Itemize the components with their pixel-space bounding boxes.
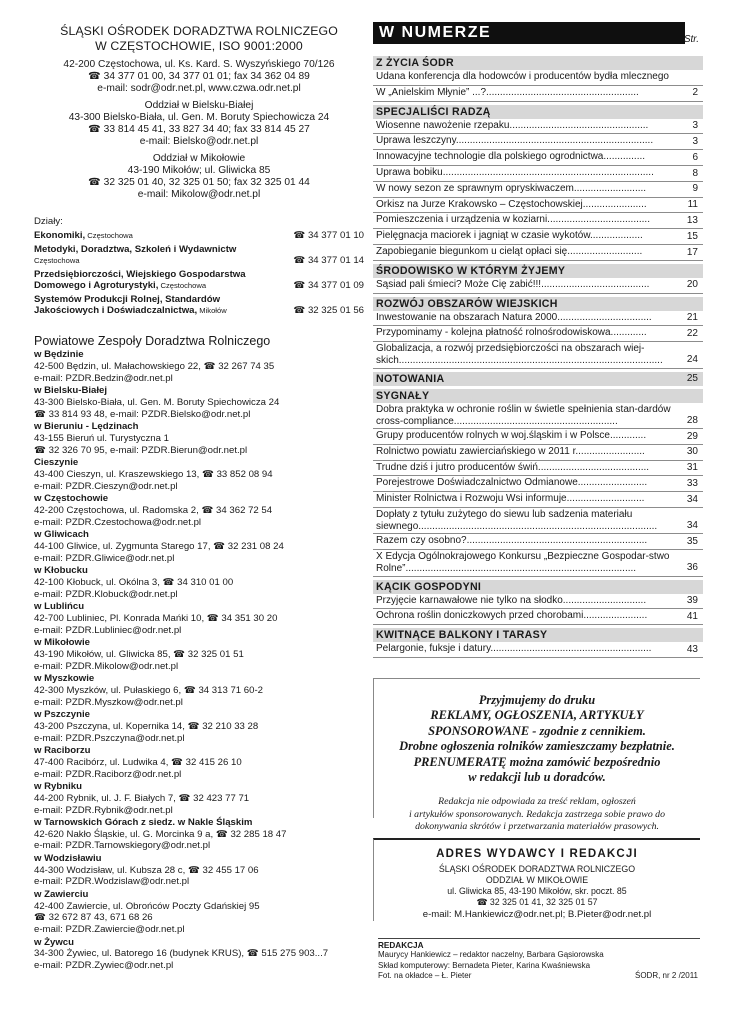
editorial-footer: [378, 971, 700, 982]
toc-entry-page: 8: [692, 167, 698, 179]
pzdr-line: 43-400 Cieszyn, ul. Kraszewskiego 13, ☎ 33 852 08 94: [34, 468, 273, 480]
pzdr-heading: Powiatowe Zespoły Doradztwa Rolniczego: [34, 333, 271, 348]
pzdr-item: [34, 565, 364, 600]
department-phone: ☎ 34 377 01 14: [293, 255, 364, 266]
toc-section: [373, 56, 703, 70]
toc-entry-page: 15: [686, 230, 698, 242]
toc-entry-page: 6: [692, 151, 698, 163]
pzdr-line: e-mail: PZDR.Cieszyn@odr.net.pl: [34, 480, 178, 492]
pzdr-location: w Kłobucku: [34, 565, 88, 576]
pzdr-location: w Myszkowie: [34, 672, 95, 684]
pzdr-line: 43-190 Mikołów, ul. Gliwicka 85, ☎ 32 325 01 51: [34, 648, 244, 660]
toc-section-title: Z ŻYCIA ŚODR: [373, 56, 703, 70]
pzdr-line: e-mail: PZDR.Rybnik@odr.net.pl: [34, 804, 173, 816]
pzdr-line: e-mail: PZDR.Czestochowa@odr.net.pl: [34, 516, 202, 528]
department-phone: ☎ 32 325 01 56: [293, 305, 364, 316]
pzdr-location: w Gliwicach: [34, 529, 89, 541]
pzdr-line: 42-100 Kłobuck, ul. Okólna 3, ☎ 34 310 01 00: [34, 576, 234, 588]
pzdr-location: w Będzinie: [34, 349, 84, 361]
toc-entry-title: Orkisz na Jurze Krakowsko – Częstochowskiej.......................: [376, 198, 647, 210]
toc-entry[interactable]: [373, 492, 703, 508]
toc-entry-title: Pelargonie, fuksje i datury..........................................................: [376, 643, 652, 655]
pzdr-line: 44-200 Rybnik, ul. J. F. Białych 7, ☎ 32 423 77 71: [34, 792, 250, 804]
toc-section: [373, 105, 703, 119]
contact-column: [34, 24, 364, 972]
department-phone: ☎ 34 377 01 09: [293, 280, 364, 291]
toc-entry-page: 34: [686, 520, 698, 532]
department-city: Częstochowa: [34, 256, 80, 265]
toc-entry-title: Udana konferencja dla hodowców i producentów bydła mlecznego: [376, 71, 669, 82]
publisher-line: ŚLĄSKI OŚRODEK DORADZTWA ROLNICZEGO: [438, 864, 636, 874]
toc-entry[interactable]: [373, 642, 703, 658]
toc-entry-page: 2: [692, 87, 698, 99]
branch-mikolow: [34, 153, 364, 201]
pzdr-line: 42-700 Lubliniec, Pl. Konrada Mańki 10, ☎ 34 351 30 20: [34, 612, 278, 624]
issue-number: ŚODR, nr 2 /2011: [635, 971, 698, 981]
toc-section: [373, 297, 703, 311]
toc-entry-title: Uprawa leszczyny.......................................................................: [376, 135, 654, 147]
pzdr-item: [34, 673, 364, 708]
publisher-email: e-mail: M.Hankiewicz@odr.net.pl; B.Pieter@odr.net.pl: [422, 909, 652, 920]
department-city: Częstochowa: [85, 231, 133, 240]
pzdr-location: w Wodzisławiu: [34, 852, 102, 864]
toc-entry-page: 35: [686, 535, 698, 547]
org-title: ŚLĄSKI OŚRODEK DORADZTWA ROLNICZEGO: [60, 24, 338, 38]
pzdr-line: e-mail: PZDR.Myszkow@odr.net.pl: [34, 696, 183, 708]
toc-entry[interactable]: [373, 278, 703, 294]
pzdr-item: [34, 349, 364, 384]
toc-entry[interactable]: [373, 534, 703, 550]
advertising-box: [373, 678, 700, 832]
pzdr-location: w Rybniku: [34, 780, 82, 792]
pzdr-line: e-mail: PZDR.Pszczyna@odr.net.pl: [34, 732, 185, 744]
org-address: 42-200 Częstochowa, ul. Ks. Kard. S. Wyszyńskiego 70/126: [63, 59, 335, 70]
toc-entry-title: Wiosenne nawożenie rzepaku..................................................: [376, 119, 649, 131]
branch-phones: ☎ 33 814 45 41, 33 827 34 40; fax 33 814 45 27: [88, 124, 310, 135]
toc-entry[interactable]: [373, 134, 703, 150]
toc-entry-title: Minister Rolnictwa i Rozwoju Wsi informuje............................: [376, 493, 645, 505]
toc-entry[interactable]: [373, 609, 703, 625]
editorial-title: REDAKCJA: [378, 941, 424, 950]
toc-section-title: ROZWÓJ OBSZARÓW WIEJSKICH: [373, 297, 703, 311]
toc-entry[interactable]: [373, 229, 703, 245]
toc-entry[interactable]: [373, 182, 703, 198]
branch-name: Oddział w Bielsku-Białej: [144, 100, 254, 111]
org-subtitle: W CZĘSTOCHOWIE, ISO 9001:2000: [95, 39, 303, 53]
toc-entry-title: Innowacyjne technologie dla polskiego ogrodnictwa...............: [376, 151, 646, 163]
toc-entry-title: Przyjęcie karnawałowe nie tylko na słodko..............................: [376, 594, 647, 606]
pzdr-line: ☎ 32 326 70 95, e-mail: PZDR.Bierun@odr.net.pl: [34, 444, 248, 456]
editorial-line: Maurycy Hankiewicz – redaktor naczelny, Barbara Gąsiorowska: [378, 950, 604, 959]
branch-address: 43-190 Mikołów; ul. Gliwicka 85: [127, 165, 271, 176]
toc-entry-title: X Edycja Ogólnokrajowego Konkursu „Bezpieczne Gospodar-stwo Rolne”...................................................................................: [376, 551, 670, 575]
disclaimer: [374, 796, 700, 833]
toc-section: [373, 580, 703, 594]
pzdr-list: [34, 349, 364, 972]
pzdr-line: 44-300 Wodzisław, ul. Kubsza 28 c, ☎ 32 455 17 06: [34, 864, 259, 876]
toc-entry[interactable]: [373, 429, 703, 445]
branch-name: Oddział w Mikołowie: [152, 153, 246, 164]
toc-entry-page: 39: [686, 595, 698, 607]
toc-entry[interactable]: [373, 150, 703, 166]
toc-entry[interactable]: [373, 70, 703, 86]
toc-entry[interactable]: [373, 245, 703, 261]
toc-entry-page: 9: [692, 183, 698, 195]
toc-entry-title: Pomieszczenia i urządzenia w koziarni.....................................: [376, 214, 650, 226]
toc-entry-page: 11: [687, 199, 698, 211]
toc-entry[interactable]: [373, 476, 703, 492]
pzdr-line: 42-620 Nakło Śląskie, ul. G. Morcinka 9 a, ☎ 32 285 18 47: [34, 828, 287, 840]
branch-email: e-mail: Bielsko@odr.net.pl: [139, 136, 259, 147]
department-city: Częstochowa: [158, 281, 207, 290]
toc-entry-page: 17: [686, 246, 698, 258]
pzdr-line: e-mail: PZDR.Zawiercie@odr.net.pl: [34, 924, 185, 936]
toc-entry-title: Uprawa bobiku............................................................................: [376, 166, 654, 178]
toc-entry[interactable]: [373, 119, 703, 135]
advertising-line: Drobne ogłoszenia rolników zamieszczamy bezpłatnie.: [399, 739, 675, 754]
pzdr-item: [34, 493, 364, 528]
toc-entry[interactable]: [373, 445, 703, 461]
table-of-contents: [373, 56, 703, 658]
publisher-line: ul. Gliwicka 85, 43-190 Mikołów, skr. poczt. 85: [447, 886, 627, 896]
toc-entry-title: Porejestrowe Doświadczalnictwo Odmianowe.........................: [376, 477, 648, 489]
pzdr-location: w Tarnowskich Górach z siedz. w Nakle Śląskim: [34, 816, 253, 828]
toc-section-title: NOTOWANIA: [373, 372, 703, 386]
pzdr-line: 34-300 Żywiec, ul. Batorego 16 (budynek KRUS), ☎ 515 275 903...7: [34, 948, 329, 960]
toc-entry-page: 29: [686, 430, 698, 442]
toc-entry-title: Razem czy osobno?.................................................................: [376, 535, 648, 547]
toc-entry[interactable]: [373, 213, 703, 229]
pzdr-line: 44-100 Gliwice, ul. Zygmunta Starego 17, ☎ 32 231 08 24: [34, 540, 284, 552]
advertising-line: PRENUMERATĘ można zamówić bezpośrednio: [413, 754, 661, 769]
pzdr-location: w Częstochowie: [34, 493, 109, 505]
pzdr-location: w Mikołowie: [34, 636, 90, 648]
department-phone: ☎ 34 377 01 10: [293, 230, 364, 241]
pzdr-line: e-mail: PZDR.Gliwice@odr.net.pl: [34, 552, 175, 564]
cover-photo-credit: Fot. na okładce – Ł. Pieter: [378, 971, 472, 981]
pzdr-line: 43-300 Bielsko-Biała, ul. Gen. M. Boruty Spiechowicza 24: [34, 396, 280, 408]
pzdr-location: w Pszczynie: [34, 708, 90, 720]
toc-entry[interactable]: [373, 403, 703, 429]
toc-entry-title: Dobra praktyka w ochronie roślin w świetle spełnienia stan-dardów cross-compliance...........................................................: [376, 403, 671, 427]
pzdr-item: [34, 817, 364, 852]
pzdr-item: [34, 889, 364, 936]
pzdr-line: e-mail: PZDR.Bedzin@odr.net.pl: [34, 372, 173, 384]
toc-entry-page: 3: [692, 120, 698, 132]
toc-section-page: 25: [686, 372, 698, 384]
publisher-block: [373, 838, 700, 921]
pzdr-item: [34, 637, 364, 672]
pzdr-line: 43-200 Pszczyna, ul. Kopernika 14, ☎ 32 210 33 28: [34, 720, 259, 732]
advertising-line: REKLAMY, OGŁOSZENIA, ARTYKUŁY: [430, 708, 644, 723]
pzdr-location: w Bielsku-Białej: [34, 385, 108, 397]
department-item: [34, 244, 364, 267]
toc-entry-page: 20: [686, 279, 698, 291]
advertising-line: Przyjmujemy do druku: [478, 693, 596, 707]
toc-section: [373, 372, 703, 386]
pzdr-item: [34, 745, 364, 780]
pzdr-item: [34, 601, 364, 636]
advertising-line: SPONSOROWANE - zgodnie z cennikiem.: [428, 723, 646, 738]
toc-entry[interactable]: [373, 198, 703, 214]
disclaimer-line: Redakcja nie odpowiada za treść reklam, ogłoszeń: [438, 796, 636, 808]
pzdr-line: e-mail: PZDR.Mikolow@odr.net.pl: [34, 660, 179, 672]
pzdr-location: w Raciborzu: [34, 744, 91, 756]
toc-entry[interactable]: [373, 461, 703, 477]
branch-address: 43-300 Bielsko-Biała, ul. Gen. M. Boruty Spiechowicza 24: [68, 112, 330, 123]
department-item: [34, 269, 364, 292]
page-column-label: Str.: [683, 34, 699, 45]
department-name: Przedsiębiorczości, Wiejskiego Gospodarstwa: [34, 268, 246, 280]
department-name-cont: Domowego i Agroturystyki,: [34, 280, 159, 291]
toc-entry-title: Inwestowanie na obszarach Natura 2000..................................: [376, 311, 652, 323]
toc-entry-title: Trudne dziś i jutro producentów świń........................................: [376, 461, 650, 473]
pzdr-item: [34, 709, 364, 744]
toc-entry-page: 22: [686, 327, 698, 339]
toc-entry-title: Pielęgnacja maciorek i jagniąt w czasie wykotów...................: [376, 230, 643, 242]
toc-entry-page: 24: [686, 354, 698, 366]
pzdr-line: 42-300 Myszków, ul. Pułaskiego 6, ☎ 34 313 71 60-2: [34, 684, 264, 696]
toc-section-title: SYGNAŁY: [373, 389, 703, 403]
pzdr-line: ☎ 33 814 93 48, e-mail: PZDR.Bielsko@odr.net.pl: [34, 408, 251, 420]
department-name: Systemów Produkcji Rolnej, Standardów: [34, 293, 221, 305]
toc-entry-title: Zapobieganie biegunkom u cieląt opłaci się...........................: [376, 245, 643, 257]
toc-entry-title: Przypominamy - kolejna płatność rolnośrodowiskowa.............: [376, 327, 647, 339]
org-email: e-mail: sodr@odr.net.pl, www.czwa.odr.net.pl: [97, 83, 301, 94]
publisher-line: ODDZIAŁ W MIKOŁOWIE: [485, 875, 589, 885]
toc-entry-page: 31: [686, 462, 698, 474]
pzdr-item: [34, 781, 364, 816]
pzdr-location: w Bieruniu - Lędzinach: [34, 421, 139, 433]
toc-entry-page: 3: [692, 135, 698, 147]
pzdr-line: 42-400 Zawiercie, ul. Obrońców Poczty Gdańskiej 95: [34, 900, 260, 912]
toc-entry-page: 43: [686, 643, 698, 655]
branch-email: e-mail: Mikolow@odr.net.pl: [137, 189, 261, 200]
disclaimer-line: i artykułów sponsorowanych. Redakcja zastrzega sobie prawo do: [409, 808, 665, 820]
pzdr-line: 42-500 Będzin, ul. Małachowskiego 22, ☎ 32 267 74 35: [34, 360, 275, 372]
toc-entry[interactable]: [373, 166, 703, 182]
pzdr-line: e-mail: PZDR.Wodzislaw@odr.net.pl: [34, 876, 190, 888]
departments: [34, 216, 364, 317]
department-city: Mikołów: [197, 306, 227, 315]
departments-label: Działy:: [34, 216, 63, 227]
pzdr-item: [34, 853, 364, 888]
toc-entry-title: Sąsiad pali śmieci? Może Cię zabić!!!.......................................: [376, 278, 650, 290]
toc-entry[interactable]: [373, 326, 703, 342]
advertising-text: [374, 693, 700, 785]
toc-entry-title: Grupy producentów rolnych w woj.śląskim i w Polsce.............: [376, 429, 647, 441]
disclaimer-line: dokonywania skrótów i przetwarzania materiałów prasowych.: [415, 820, 659, 832]
toc-entry[interactable]: [373, 311, 703, 327]
org-phones: ☎ 34 377 01 00, 34 377 01 01; fax 34 362 04 89: [88, 71, 310, 82]
advertising-line: w redakcji lub u doradców.: [468, 770, 606, 785]
pzdr-line: 42-200 Częstochowa, ul. Radomska 2, ☎ 34 362 72 54: [34, 504, 273, 516]
toc-entry[interactable]: [373, 342, 703, 368]
department-name: Ekonomiki,: [34, 230, 86, 241]
pzdr-location: w Żywcu: [34, 936, 74, 948]
pzdr-location: Cieszynie: [34, 457, 79, 469]
toc-section: [373, 628, 703, 642]
pzdr-line: e-mail: PZDR.Zywiec@odr.net.pl: [34, 960, 174, 972]
toc-entry[interactable]: [373, 508, 703, 534]
pzdr-line: 47-400 Racibórz, ul. Ludwika 4, ☎ 32 415 26 10: [34, 756, 242, 768]
toc-entry-page: 28: [686, 414, 698, 426]
toc-entry-page: 21: [686, 312, 698, 324]
toc-entry-page: 13: [686, 214, 698, 226]
pzdr-item: [34, 529, 364, 564]
toc-entry-page: 36: [686, 562, 698, 574]
pzdr-item: [34, 385, 364, 420]
toc-section-title: KĄCIK GOSPODYNI: [373, 580, 703, 594]
department-item: [34, 294, 364, 317]
contents-column: [373, 22, 703, 658]
toc-entry-title: W nowy sezon ze sprawnym opryskiwaczem..........................: [376, 182, 647, 194]
department-item: [34, 230, 364, 242]
toc-section: [373, 389, 703, 403]
toc-section-title: ŚRODOWISKO W KTÓRYM ŻYJEMY: [373, 264, 703, 278]
toc-entry-title: W „Anielskim Młynie” ...?.......................................................: [376, 86, 639, 98]
toc-entry-title: Dopłaty z tytułu zużytego do siewu lub sadzenia materiału siewnego......................................................................................: [376, 508, 658, 533]
contents-title: W NUMERZE: [373, 22, 685, 44]
department-name-cont: Jakościowych i Doświadczalnictwa,: [34, 305, 198, 316]
pzdr-line: e-mail: PZDR.Lubliniec@odr.net.pl: [34, 624, 182, 636]
toc-entry-title: Ochrona roślin doniczkowych przed chorobami.......................: [376, 610, 648, 622]
toc-section-title: KWITNĄCE BALKONY I TARASY: [373, 628, 703, 642]
toc-entry[interactable]: [373, 594, 703, 610]
toc-entry-page: 30: [686, 446, 698, 458]
toc-entry-title: Rolnictwo powiatu zawierciańskiego w 2011 r.........................: [376, 445, 645, 457]
pzdr-line: e-mail: PZDR.Raciborz@odr.net.pl: [34, 768, 182, 780]
editorial-block: [378, 938, 700, 982]
toc-entry-title: Globalizacja, a rozwój przedsiębiorczości na obszarach wiej-skich...............................................................................................: [376, 343, 663, 367]
branch-phones: ☎ 32 325 01 40, 32 325 01 50; fax 32 325 01 44: [88, 177, 310, 188]
branch-bielsko: [34, 100, 364, 148]
pzdr-line: e-mail: PZDR.Klobuck@odr.net.pl: [34, 588, 178, 600]
pzdr-item: [34, 421, 364, 456]
publisher-line: ☎ 32 325 01 41, 32 325 01 57: [476, 897, 598, 907]
pzdr-location: w Zawierciu: [34, 888, 89, 900]
pzdr-location: w Lublińcu: [34, 600, 85, 612]
toc-entry-page: 34: [686, 493, 698, 505]
department-name: Metodyki, Doradztwa, Szkoleń i Wydawnictw: [34, 243, 237, 255]
pzdr-item: [34, 937, 364, 972]
pzdr-line: 43-155 Bieruń ul. Turystyczna 1: [34, 432, 169, 444]
toc-entry[interactable]: [373, 86, 703, 102]
toc-section-title: SPECJALIŚCI RADZĄ: [373, 105, 703, 119]
publisher-title: ADRES WYDAWCY I REDAKCJI: [436, 848, 638, 860]
pzdr-item: [34, 457, 364, 492]
editorial-line: Skład komputerowy: Bernadeta Pieter, Karina Kwaśniewska: [378, 960, 591, 970]
toc-entry-page: 41: [686, 610, 698, 622]
pzdr-line: e-mail: PZDR.Tarnowskiegory@odr.net.pl: [34, 840, 211, 852]
toc-entry[interactable]: [373, 550, 703, 576]
toc-entry-page: 33: [686, 477, 698, 489]
toc-section: [373, 264, 703, 278]
pzdr-line: ☎ 32 672 87 43, 671 68 26: [34, 912, 153, 924]
